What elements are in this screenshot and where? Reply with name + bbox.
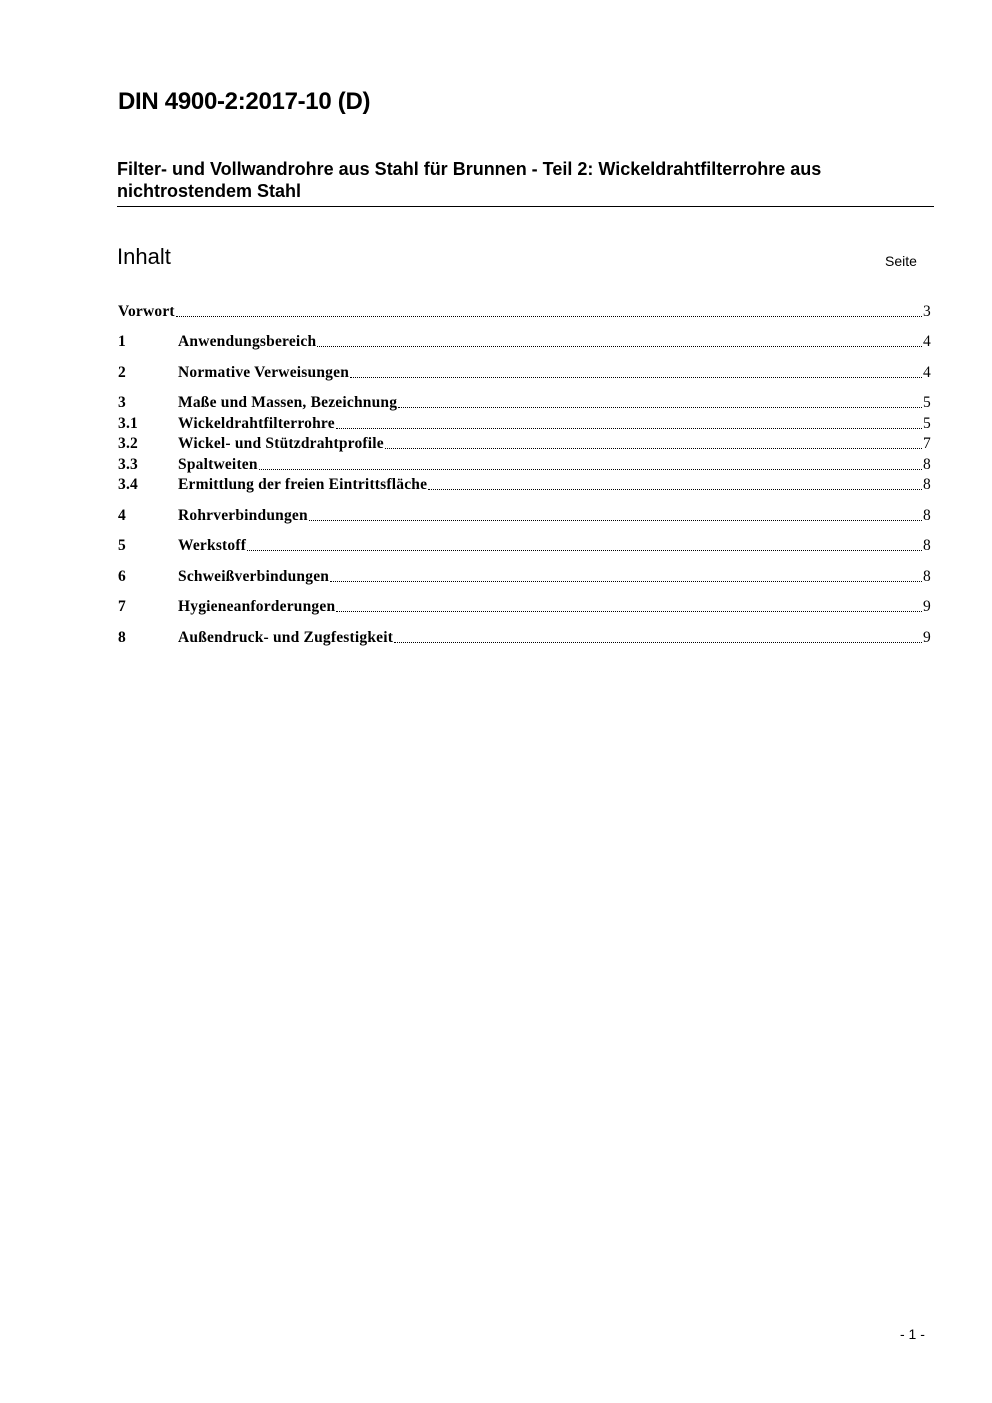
toc-entry-3[interactable] bbox=[118, 393, 931, 413]
toc-entry-vorwort[interactable] bbox=[118, 302, 931, 322]
toc-entry-7[interactable] bbox=[118, 597, 931, 617]
toc-entry-2[interactable] bbox=[118, 363, 931, 383]
toc-entry-3-2[interactable] bbox=[118, 434, 931, 454]
toc-leader bbox=[309, 519, 922, 521]
toc-entry-page: 8 bbox=[923, 507, 931, 524]
toc-entry-page: 8 bbox=[923, 456, 931, 473]
toc-entry-number: 6 bbox=[118, 568, 126, 585]
toc-entry-text: Außendruck- und Zugfestigkeit bbox=[178, 629, 394, 646]
toc-entry-text: Normative Verweisungen bbox=[178, 364, 350, 381]
toc-leader bbox=[330, 580, 922, 582]
toc-entry-text: Schweißverbindungen bbox=[178, 568, 330, 585]
title-divider bbox=[117, 206, 934, 207]
toc-entry-number: 1 bbox=[118, 333, 126, 350]
toc-entry-page: 9 bbox=[923, 629, 931, 646]
toc-entry-4[interactable] bbox=[118, 506, 931, 526]
toc-entry-text: Ermittlung der freien Eintrittsfläche bbox=[178, 476, 428, 493]
toc-entry-number: 4 bbox=[118, 507, 126, 524]
toc-entry-text: Rohrverbindungen bbox=[178, 507, 308, 524]
toc-entry-number: 3 bbox=[118, 394, 126, 411]
document-title: DIN 4900-2:2017-10 (D) bbox=[118, 88, 371, 115]
toc-entry-number: 3.3 bbox=[118, 456, 138, 473]
toc-entry-number: 3.4 bbox=[118, 476, 138, 493]
toc-entry-3-3[interactable] bbox=[118, 455, 931, 475]
toc-entry-page: 3 bbox=[923, 303, 931, 320]
toc-entry-text: Wickel- und Stützdrahtprofile bbox=[178, 435, 384, 452]
document-subtitle: Filter- und Vollwandrohre aus Stahl für Brunnen - Teil 2: Wickeldrahtfilterrohre aus nichtrostendem Stahl bbox=[117, 159, 822, 201]
toc-entry-page: 9 bbox=[923, 598, 931, 615]
toc-entry-page: 4 bbox=[923, 333, 931, 350]
toc-entry-page: 7 bbox=[923, 435, 931, 452]
toc-heading: Inhalt bbox=[117, 244, 171, 269]
toc-entry-text: Wickeldrahtfilterrohre bbox=[178, 415, 335, 432]
toc-entry-3-4[interactable] bbox=[118, 475, 931, 495]
toc-leader bbox=[398, 406, 922, 408]
toc-entry-text: Maße und Massen, Bezeichnung bbox=[178, 394, 398, 411]
page-number: - 1 - bbox=[900, 1326, 925, 1342]
toc-entry-5[interactable] bbox=[118, 536, 931, 556]
toc-entry-1[interactable] bbox=[118, 332, 931, 352]
toc-leader bbox=[259, 468, 922, 470]
toc-entry-number: 8 bbox=[118, 629, 126, 646]
toc-entry-text: Spaltweiten bbox=[178, 456, 258, 473]
toc-entry-text: Werkstoff bbox=[178, 537, 247, 554]
toc-entry-number: 3.1 bbox=[118, 415, 138, 432]
toc-entry-text: Hygieneanforderungen bbox=[178, 598, 336, 615]
toc-leader bbox=[428, 488, 922, 490]
toc-leader bbox=[350, 376, 922, 378]
toc-leader bbox=[336, 427, 922, 429]
toc-entry-page: 5 bbox=[923, 394, 931, 411]
toc-entry-6[interactable] bbox=[118, 567, 931, 587]
toc-entry-page: 5 bbox=[923, 415, 931, 432]
toc-entry-number: 2 bbox=[118, 364, 126, 381]
toc-entry-page: 4 bbox=[923, 364, 931, 381]
toc-leader bbox=[336, 610, 922, 612]
toc-leader bbox=[247, 549, 922, 551]
toc-leader bbox=[394, 641, 922, 643]
toc-leader bbox=[176, 315, 922, 317]
toc-entry-number: 7 bbox=[118, 598, 126, 615]
toc-entry-text: Anwendungsbereich bbox=[178, 333, 317, 350]
toc-entry-number: 5 bbox=[118, 537, 126, 554]
toc-entry-number: 3.2 bbox=[118, 435, 138, 452]
toc-entry-page: 8 bbox=[923, 476, 931, 493]
toc-entry-text: Vorwort bbox=[118, 303, 175, 320]
toc-leader bbox=[317, 345, 922, 347]
toc-entry-3-1[interactable] bbox=[118, 414, 931, 434]
toc-page-column-label: Seite bbox=[885, 253, 917, 269]
toc-leader bbox=[385, 447, 922, 449]
toc-entry-page: 8 bbox=[923, 537, 931, 554]
toc-entry-page: 8 bbox=[923, 568, 931, 585]
toc-entry-8[interactable] bbox=[118, 628, 931, 648]
